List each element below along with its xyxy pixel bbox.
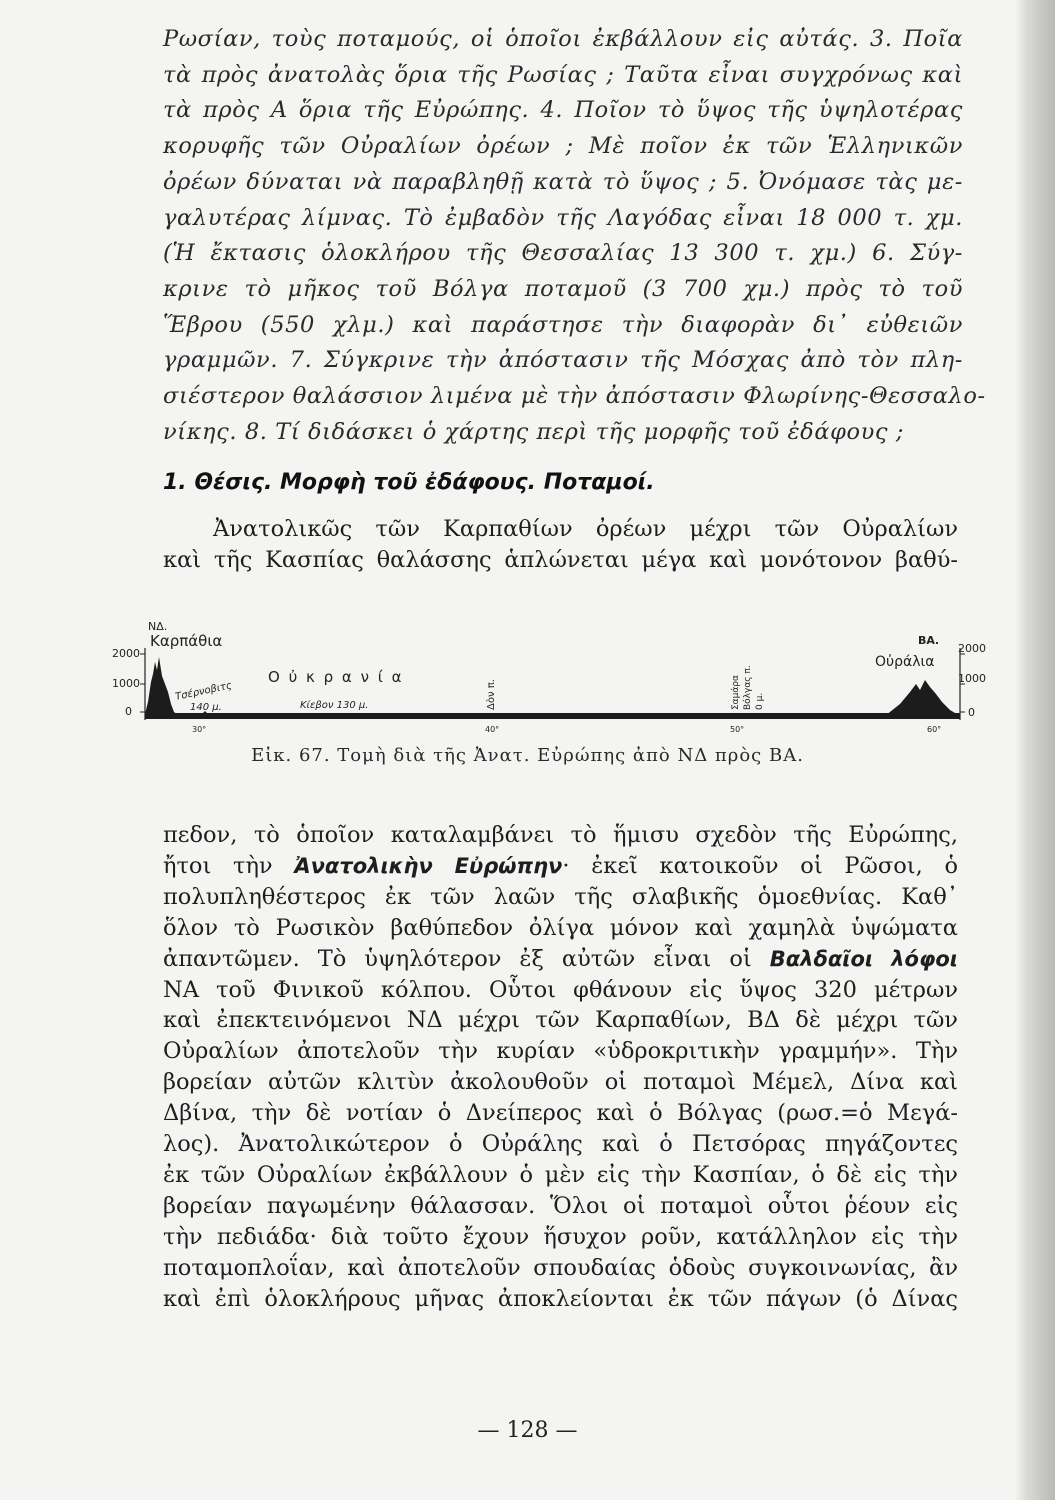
text-line: Ἀνατολικῶς τῶν Καρπαθίων ὀρέων μέχρι τῶν Οὐραλίων xyxy=(213,516,958,542)
text-line: πεδον, τὸ ὁποῖον καταλαμβάνει τὸ ἥμισυ σχεδὸν τῆς Εὐρώπης, xyxy=(163,822,958,848)
text-line: βορείαν αὐτῶν κλιτὺν ἀκολουθοῦν οἱ ποταμοὶ Μέμελ, Δίνα καὶ xyxy=(163,1069,958,1096)
text-line: καὶ ἐπεκτεινόμενοι ΝΔ μέχρι τῶν Καρπαθίων, ΒΔ δὲ μέχρι τῶν xyxy=(163,1007,958,1034)
cross-section-svg xyxy=(110,612,990,737)
text-line: τὰ πρὸς ἀνατολὰς ὅρια τῆς Ρωσίας ; Ταῦτα εἶναι συγχρόνως καὶ xyxy=(163,61,963,88)
text-line: βορείαν παγωμένην θάλασσαν. Ὅλοι οἱ ποταμοὶ οὗτοι ῥέουν εἰς xyxy=(163,1192,958,1219)
label-volga: Βόλγας π. xyxy=(743,665,753,710)
text-line: ὅλον τὸ Ρωσικὸν βαθύπεδον ὀλίγα μόνον καὶ χαμηλὰ ὑψώματα xyxy=(163,914,958,941)
text-line: (Ἡ ἔκτασις ὁλοκλήρου τῆς Θεσσαλίας 13 300 τ. χμ.) 6. Σύγ- xyxy=(163,240,963,267)
text-run: ἤτοι τὴν xyxy=(163,852,273,879)
text-line: καὶ τῆς Κασπίας θαλάσσης ἁπλώνεται μέγα καὶ μονότονον βαθύ- xyxy=(163,547,958,573)
lowland-profile xyxy=(145,713,960,719)
label-ne: ΒΑ. xyxy=(918,634,940,647)
axis-label-0: 0 xyxy=(968,706,975,719)
text-line xyxy=(163,944,958,975)
paragraph-intro xyxy=(163,514,958,576)
text-line: τὰ πρὸς Α ὅρια τῆς Εὐρώπης. 4. Ποῖον τὸ ὕψος τῆς ὑψηλοτέρας xyxy=(163,97,963,124)
axis-label-2000: 2000 xyxy=(112,647,140,660)
text-line: ποταμοπλοΐαν, καὶ ἀποτελοῦν σπουδαίας ὁδοὺς συγκοινωνίας, ἂν xyxy=(163,1254,958,1281)
text-line: καὶ ἐπὶ ὁλοκλήρους μῆνας ἀποκλείονται ἐκ τῶν πάγων (ὁ Δίνας xyxy=(163,1285,958,1312)
label-tsernovitz: Τσέρνοβιτς xyxy=(174,680,233,703)
label-urals: Οὐράλια xyxy=(875,654,935,670)
text-line xyxy=(163,851,958,882)
exercise-questions xyxy=(163,22,986,450)
axis-label-1000: 1000 xyxy=(112,677,140,690)
urals-profile xyxy=(885,680,960,716)
text-line: κρινε τὸ μῆκος τοῦ Βόλγα ποταμοῦ (3 700 χμ.) πρὸς τὸ τοῦ xyxy=(163,275,963,302)
page-number: — 128 — xyxy=(477,1418,578,1443)
lon-tick: 40° xyxy=(485,725,500,734)
text-line: ὀρέων δύναται νὰ παραβληθῇ κατὰ τὸ ὕψος ; 5. Ὀνόμασε τὰς με- xyxy=(163,168,963,195)
text-line: λος). Ἀνατολικώτερον ὁ Οὐράλης καὶ ὁ Πετσόρας πηγάζοντες xyxy=(163,1131,958,1158)
text-line: σιέστερον θαλάσσιον λιμένα μὲ τὴν ἀπόστασιν Φλωρίνης-Θεσσαλο- xyxy=(163,383,986,410)
text-line: τὴν πεδιάδα· διὰ τοῦτο ἔχουν ἥσυχον ροῦν, κατάλληλον εἰς τὴν xyxy=(163,1223,958,1250)
term-eastern-europe: Ἀνατολικὴν Εὐρώπην xyxy=(294,853,563,878)
text-line: πολυπληθέστερος ἐκ τῶν λαῶν τῆς σλαβικῆς ὁμοεθνίας. Καθ᾽ xyxy=(163,883,958,910)
lon-tick: 30° xyxy=(192,725,207,734)
text-line: ΝΑ τοῦ Φινικοῦ κόλπου. Οὗτοι φθάνουν εἰς ὕψος 320 μέτρων xyxy=(163,976,958,1003)
paragraph-main xyxy=(163,820,958,1315)
text-line: ἐκ τῶν Οὐραλίων ἐκβάλλουν ὁ μὲν εἰς τὴν Κασπίαν, ὁ δὲ εἰς τὴν xyxy=(163,1161,958,1188)
text-line: Δβίνα, τὴν δὲ νοτίαν ὁ Δνείπερος καὶ ὁ Βόλγας (ρωσ.=ὁ Μεγά- xyxy=(163,1100,958,1127)
term-valdai-hills: Βαλδαῖοι λόφοι xyxy=(769,946,958,971)
lon-tick: 50° xyxy=(730,725,745,734)
text-line: Οὐραλίων ἀποτελοῦν τὴν κυρίαν «ὑδροκριτικὴν γραμμήν». Τὴν xyxy=(163,1038,958,1065)
text-run: ἀπαντῶμεν. Τὸ ὑψηλότερον ἐξ αὐτῶν εἶναι οἱ xyxy=(163,945,752,972)
text-line: Ρωσίαν, τοὺς ποταμούς, οἱ ὁποῖοι ἐκβάλλουν εἰς αὐτάς. 3. Ποῖα xyxy=(163,26,963,52)
label-kiev: Κίεβον 130 μ. xyxy=(300,700,369,711)
axis-label-2000: 2000 xyxy=(958,642,986,655)
label-don: Δὸν π. xyxy=(486,679,497,710)
text-line: γραμμῶν. 7. Σύγκρινε τὴν ἀπόστασιν τῆς Μόσχας ἀπὸ τὸν πλη- xyxy=(163,347,963,374)
lon-tick: 60° xyxy=(927,725,942,734)
label-ukraine: Ο ὐ κ ρ α ν ί α xyxy=(268,668,404,686)
text-run: · ἐκεῖ κατοικοῦν οἱ Ρῶσοι, ὁ xyxy=(562,852,958,879)
label-tsernovitz-alt: 140 μ. xyxy=(190,702,222,713)
label-carpathians: Καρπάθια xyxy=(150,632,223,650)
text-line: νίκης. 8. Τί διδάσκει ὁ χάρτης περὶ τῆς μορφῆς τοῦ ἐδάφους ; xyxy=(163,418,905,445)
figure-caption: Εἰκ. 67. Τομὴ διὰ τῆς Ἀνατ. Εὐρώπης ἀπὸ ΝΔ πρὸς ΒΑ. xyxy=(251,745,804,766)
section-heading: 1. Θέσις. Μορφὴ τοῦ ἐδάφους. Ποταμοί. xyxy=(163,470,655,495)
text-line: Ἕβρου (550 χλμ.) καὶ παράστησε τὴν διαφορὰν δι᾽ εὐθειῶν xyxy=(163,311,963,338)
text-line: γαλυτέρας λίμνας. Τὸ ἐμβαδὸν τῆς Λαγόδας εἶναι 18 000 τ. χμ. xyxy=(163,204,963,231)
label-samara: Σαμάρα xyxy=(731,675,741,710)
cross-section-figure xyxy=(110,612,990,737)
text-line: κορυφῆς τῶν Οὐραλίων ὀρέων ; Μὲ ποῖον ἐκ τῶν Ἑλληνικῶν xyxy=(163,133,963,160)
axis-label-0: 0 xyxy=(125,705,132,718)
label-sw: ΝΔ. xyxy=(148,620,168,633)
axis-label-1000: 1000 xyxy=(958,672,986,685)
label-volga-alt: 0 μ. xyxy=(755,692,765,710)
